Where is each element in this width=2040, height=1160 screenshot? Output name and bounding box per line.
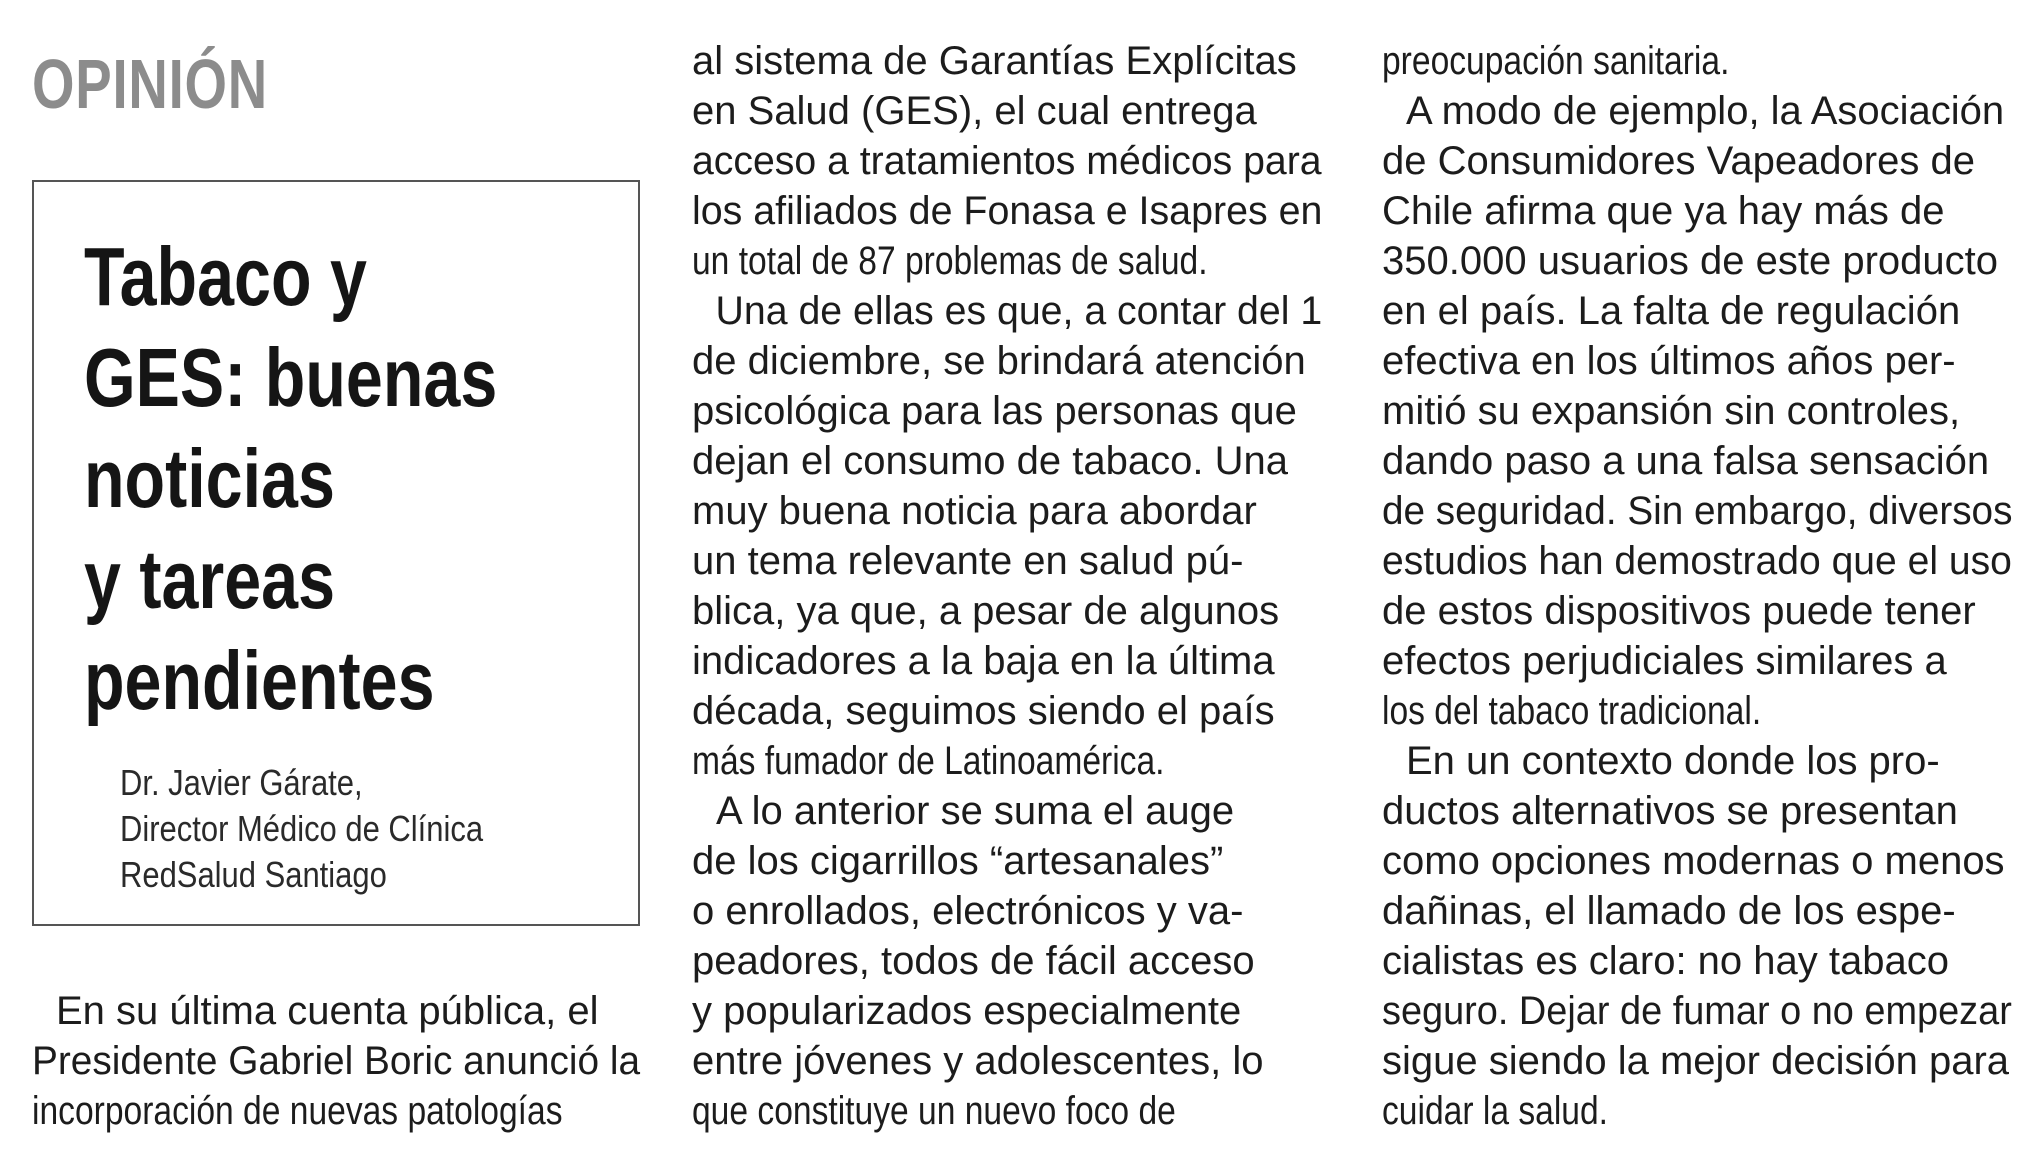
text-line: al sistema de Garantías Explícitas <box>692 39 1297 83</box>
text-column-2 <box>692 36 1322 1136</box>
text-line: cialistas es claro: no hay tabaco <box>1382 939 1949 983</box>
text-line: dejan el consumo de tabaco. Una <box>692 439 1288 483</box>
text-line: de Consumidores Vapeadores de <box>1382 139 1975 183</box>
text-line: mitió su expansión sin controles, <box>1382 389 1961 433</box>
text-line: o enrollados, electrónicos y va- <box>692 889 1244 933</box>
author-byline <box>120 760 483 898</box>
text-line: en Salud (GES), el cual entrega <box>692 89 1257 133</box>
text-line: entre jóvenes y adolescentes, lo <box>692 1039 1264 1083</box>
text-line: En su última cuenta pública, el <box>56 989 599 1033</box>
text-line: de diciembre, se brindará atención <box>692 339 1306 383</box>
text-line: de estos dispositivos puede tener <box>1382 589 1976 633</box>
text-line: Chile afirma que ya hay más de <box>1382 189 1945 233</box>
headline-line: pendientes <box>84 634 435 727</box>
text-line: un tema relevante en salud pú- <box>692 539 1244 583</box>
headline-line: y tareas <box>84 533 336 626</box>
text-line: preocupación sanitaria. <box>1382 39 1730 83</box>
text-line: que constituye un nuevo foco de <box>692 1089 1176 1133</box>
article-headline <box>84 226 497 731</box>
text-line: indicadores a la baja en la última <box>692 639 1275 683</box>
headline-line: Tabaco y <box>84 230 367 323</box>
headline-line: noticias <box>84 432 335 525</box>
text-line: peadores, todos de fácil acceso <box>692 939 1255 983</box>
text-line: blica, ya que, a pesar de algunos <box>692 589 1280 633</box>
section-label: OPINIÓN <box>32 45 269 123</box>
text-column-1 <box>32 986 640 1136</box>
headline-box <box>32 180 640 926</box>
text-line: incorporación de nuevas patologías <box>32 1089 563 1133</box>
text-line: como opciones modernas o menos <box>1382 839 2005 883</box>
text-line: muy buena noticia para abordar <box>692 489 1257 533</box>
text-line: sigue siendo la mejor decisión para <box>1382 1039 2010 1083</box>
text-line: Presidente Gabriel Boric anunció la <box>32 1039 641 1083</box>
text-line: en el país. La falta de regulación <box>1382 289 1961 333</box>
text-line: los afiliados de Fonasa e Isapres en <box>692 189 1323 233</box>
text-line: ductos alternativos se presentan <box>1382 789 1958 833</box>
text-line: cuidar la salud. <box>1382 1089 1608 1133</box>
text-line: efectiva en los últimos años per- <box>1382 339 1956 383</box>
author-name: Dr. Javier Gárate, <box>120 762 363 803</box>
text-line: psicológica para las personas que <box>692 389 1297 433</box>
text-line: más fumador de Latinoamérica. <box>692 739 1165 783</box>
text-line: acceso a tratamientos médicos para <box>692 139 1322 183</box>
text-line: seguro. Dejar de fumar o no empezar <box>1382 989 2012 1033</box>
text-line: 350.000 usuarios de este producto <box>1382 239 1998 283</box>
text-line: estudios han demostrado que el uso <box>1382 539 2012 583</box>
text-line: y popularizados especialmente <box>692 989 1242 1033</box>
text-line: En un contexto donde los pro- <box>1406 739 1940 783</box>
text-line: de seguridad. Sin embargo, diversos <box>1382 489 2013 533</box>
text-line: Una de ellas es que, a contar del 1 <box>715 289 1323 333</box>
author-affiliation: RedSalud Santiago <box>120 854 387 895</box>
text-column-3 <box>1382 36 2012 1136</box>
author-title: Director Médico de Clínica <box>120 808 484 849</box>
text-line: un total de 87 problemas de salud. <box>692 239 1208 283</box>
text-line: A lo anterior se suma el auge <box>716 789 1235 833</box>
text-line: dando paso a una falsa sensación <box>1382 439 1990 483</box>
text-line: dañinas, el llamado de los espe- <box>1382 889 1956 933</box>
text-line: década, seguimos siendo el país <box>692 689 1275 733</box>
text-line: efectos perjudiciales similares a <box>1382 639 1947 683</box>
text-line: A modo de ejemplo, la Asociación <box>1406 89 2005 133</box>
headline-line: GES: buenas <box>84 331 498 424</box>
text-line: de los cigarrillos “artesanales” <box>692 839 1224 883</box>
text-line: los del tabaco tradicional. <box>1382 689 1762 733</box>
